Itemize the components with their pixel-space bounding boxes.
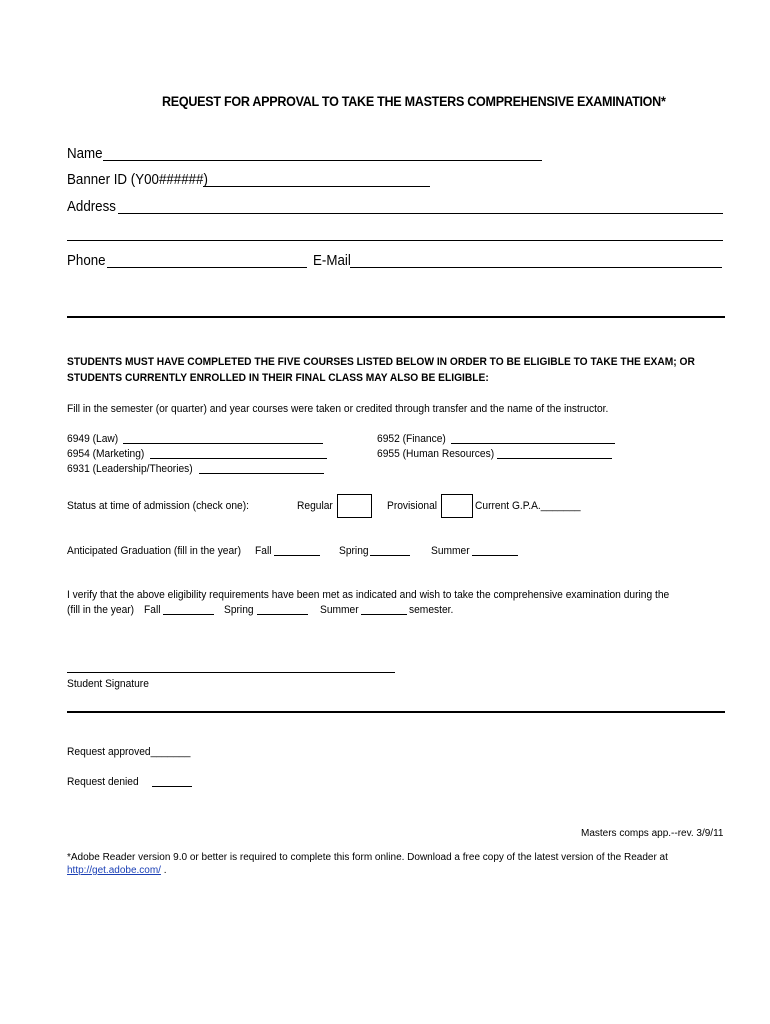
name-field[interactable] (103, 160, 542, 161)
approval-divider (67, 711, 725, 713)
email-label: E-Mail (313, 253, 351, 269)
verify-text-line1: I verify that the above eligibility requirements have been met as indicated and wish to take the comprehensive examination during the (67, 589, 670, 601)
signature-line[interactable] (67, 672, 395, 673)
email-field[interactable] (350, 267, 722, 268)
eligibility-notice-line2: STUDENTS CURRENTLY ENROLLED IN THEIR FINAL CLASS MAY ALSO BE ELIGIBLE: (67, 372, 489, 384)
request-denied-label: Request denied (67, 776, 139, 788)
address-label: Address (67, 199, 116, 215)
name-label: Name (67, 146, 103, 162)
verify-spring-label: Spring (224, 604, 254, 616)
course-law-field[interactable] (123, 443, 323, 444)
course-hr-field[interactable] (497, 458, 612, 459)
course-hr-label: 6955 (Human Resources) (377, 448, 495, 460)
course-finance-label: 6952 (Finance) (377, 433, 446, 445)
verify-summer-field[interactable] (361, 614, 407, 615)
instructions-text: Fill in the semester (or quarter) and year courses were taken or credited through transfer and the name of the instructor. (67, 403, 609, 415)
address-field-line1[interactable] (118, 213, 723, 214)
graduation-fall-field[interactable] (274, 555, 320, 556)
regular-label: Regular (297, 500, 333, 512)
phone-field[interactable] (107, 267, 307, 268)
revision-note: Masters comps app.--rev. 3/9/11 (581, 828, 724, 839)
footnote-link-line (67, 865, 167, 876)
phone-label: Phone (67, 253, 106, 269)
verify-spring-field[interactable] (257, 614, 308, 615)
course-leadership-label: 6931 (Leadership/Theories) (67, 463, 193, 475)
section-divider (67, 316, 725, 318)
verify-fill-year-label: (fill in the year) (67, 604, 135, 616)
verify-fall-field[interactable] (163, 614, 214, 615)
course-marketing-label: 6954 (Marketing) (67, 448, 145, 460)
banner-id-label: Banner ID (Y00######) (67, 172, 208, 188)
course-marketing-field[interactable] (150, 458, 327, 459)
banner-id-field[interactable] (203, 186, 430, 187)
course-finance-field[interactable] (451, 443, 615, 444)
footnote-text: *Adobe Reader version 9.0 or better is required to complete this form online. Download a free copy of the latest version of the Reader at (67, 852, 668, 863)
verify-fall-label: Fall (144, 604, 161, 616)
gpa-label[interactable]: Current G.P.A._______ (475, 500, 581, 512)
form-title: REQUEST FOR APPROVAL TO TAKE THE MASTERS COMPREHENSIVE EXAMINATION* (162, 94, 666, 109)
footnote-period: . (160, 865, 167, 876)
verify-summer-label: Summer (320, 604, 359, 616)
adobe-link[interactable]: http://get.adobe.com/ (67, 865, 161, 876)
graduation-fall-label: Fall (255, 545, 272, 557)
graduation-spring-field[interactable] (370, 555, 410, 556)
provisional-label: Provisional (387, 500, 438, 512)
request-approved-label[interactable]: Request approved_______ (67, 746, 191, 758)
request-denied-field[interactable] (152, 786, 192, 787)
signature-label: Student Signature (67, 678, 149, 690)
course-leadership-field[interactable] (199, 473, 324, 474)
graduation-summer-field[interactable] (472, 555, 518, 556)
graduation-spring-label: Spring (339, 545, 369, 557)
verify-semester-label: semester. (409, 604, 454, 616)
status-label: Status at time of admission (check one): (67, 500, 249, 512)
address-field-line2[interactable] (67, 240, 723, 241)
eligibility-notice-line1: STUDENTS MUST HAVE COMPLETED THE FIVE COURSES LISTED BELOW IN ORDER TO BE ELIGIBLE TO TAKE THE EXAM; OR (67, 356, 695, 368)
graduation-summer-label: Summer (431, 545, 470, 557)
course-law-label: 6949 (Law) (67, 433, 119, 445)
graduation-label: Anticipated Graduation (fill in the year) (67, 545, 242, 557)
provisional-checkbox[interactable] (441, 494, 473, 518)
regular-checkbox[interactable] (337, 494, 372, 518)
